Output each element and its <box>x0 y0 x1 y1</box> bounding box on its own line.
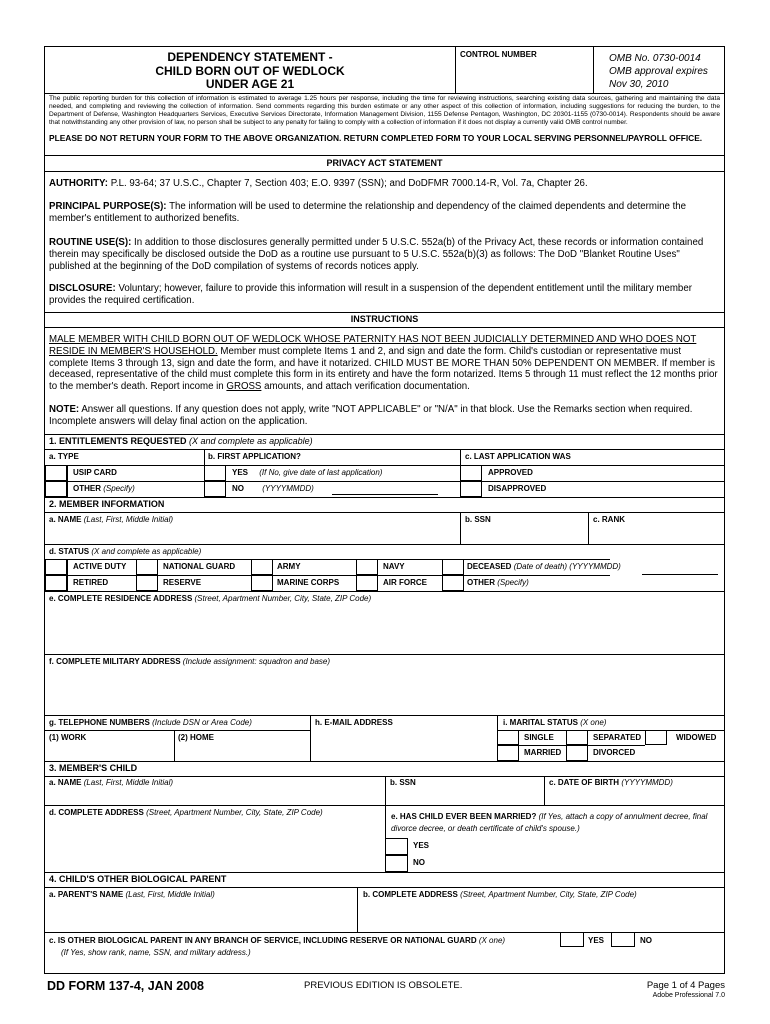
parent-service-note: (X one) <box>478 936 506 945</box>
marital-status-note: (X one) <box>580 718 607 727</box>
form-id: DD FORM 137-4, JAN 2008 <box>47 979 205 993</box>
privacy-top-rule <box>45 155 724 156</box>
active-duty-label: ACTIVE DUTY <box>73 562 127 571</box>
last-app-rule-1 <box>460 465 724 466</box>
phone-divider <box>174 730 175 761</box>
child-ssn-field[interactable] <box>387 790 543 803</box>
military-address-label-text: f. COMPLETE MILITARY ADDRESS <box>49 657 181 666</box>
title-line-2: CHILD BORN OUT OF WEDLOCK <box>155 63 345 78</box>
omb-info <box>609 52 708 91</box>
title-line-1: DEPENDENCY STATEMENT - <box>167 50 333 64</box>
parent-name-label <box>49 890 215 900</box>
email-label: h. E-MAIL ADDRESS <box>315 718 393 727</box>
child-address-note: (Street, Apartment Number, City, State, ZIP Code) <box>146 808 323 817</box>
routine-label: ROUTINE USE(S): <box>49 237 132 248</box>
last-app-date-format: (YYYYMMDD) <box>262 484 314 493</box>
routine-uses <box>49 237 720 272</box>
disapproved-checkbox[interactable] <box>460 481 482 497</box>
military-address-top-rule <box>45 654 724 655</box>
instructions-note <box>49 404 720 428</box>
member-name-field[interactable] <box>47 527 459 542</box>
omb-approval: OMB approval expires <box>609 66 708 77</box>
email-divider <box>310 715 311 761</box>
omb-number: OMB No. 0730-0014 <box>609 53 701 64</box>
type-other-text: OTHER <box>73 484 101 493</box>
army-label: ARMY <box>277 562 301 571</box>
child-name-label <box>49 778 173 788</box>
parent-service-yes-label: YES <box>588 936 605 945</box>
child-address-label-text: d. COMPLETE ADDRESS <box>49 808 144 817</box>
principal-purpose <box>49 201 720 225</box>
member-rank-field[interactable] <box>589 527 722 542</box>
parent-name-label-text: a. PARENT'S NAME <box>49 890 124 899</box>
purpose-label: PRINCIPAL PURPOSE(S): <box>49 201 167 212</box>
parent-name-note: (Last, First, Middle Initial) <box>125 890 215 899</box>
first-app-rule-2 <box>204 481 460 482</box>
child-dob-divider <box>544 776 545 805</box>
type-other-checkbox[interactable] <box>45 481 67 497</box>
disclosure-label: DISCLOSURE: <box>49 283 116 294</box>
section1-heading <box>49 436 313 447</box>
status-note: (X and complete as applicable) <box>91 547 202 556</box>
military-address-label <box>49 657 330 667</box>
status-label-text: d. STATUS <box>49 547 90 556</box>
title-line-3: UNDER AGE 21 <box>205 77 295 91</box>
first-app-no-text: NO <box>232 484 244 493</box>
retired-label: RETIRED <box>73 578 109 587</box>
dependency-statement-form <box>44 46 725 974</box>
married-label: MARRIED <box>524 748 562 757</box>
child-married-note: (If Yes, attach a copy of annulment decree, final divorce decree, or death certificate of child's spouse.) <box>391 812 708 833</box>
child-dob-label-text: c. DATE OF BIRTH <box>549 778 620 787</box>
email-field[interactable] <box>312 730 496 759</box>
parent-service-label-text: c. IS OTHER BIOLOGICAL PARENT IN ANY BRANCH OF SERVICE, INCLUDING RESERVE OR NATIONAL GUARD <box>49 936 477 945</box>
section4-heading: 4. CHILD'S OTHER BIOLOGICAL PARENT <box>49 874 227 884</box>
military-address-note: (Include assignment: squadron and base) <box>182 657 330 666</box>
parent-service-no-checkbox[interactable] <box>611 932 635 947</box>
first-app-yes-label <box>232 468 382 478</box>
child-married-label <box>391 811 716 835</box>
child-ssn-divider <box>385 776 386 805</box>
privacy-heading-rule <box>45 171 724 172</box>
section2-heading: 2. MEMBER INFORMATION <box>49 499 165 509</box>
instructions-top-rule <box>45 312 724 313</box>
widowed-checkbox[interactable] <box>645 730 667 745</box>
parent-service-label <box>49 936 505 946</box>
status-other-label <box>467 578 529 588</box>
approved-label: APPROVED <box>488 468 533 477</box>
date-of-death-field[interactable] <box>642 562 718 575</box>
return-notice: PLEASE DO NOT RETURN YOUR FORM TO THE ABOVE ORGANIZATION. RETURN COMPLETED FORM TO YOUR LOCAL SERVING PERSONNEL/PAYROLL OFFICE. <box>49 133 703 143</box>
child-married-no-checkbox[interactable] <box>385 855 408 872</box>
last-application-label: c. LAST APPLICATION WAS <box>465 452 571 461</box>
header-bottom-rule <box>45 93 724 94</box>
member-rank-label: c. RANK <box>593 515 626 524</box>
telephone-sub-rule <box>45 730 310 731</box>
telephone-note: (Include DSN or Area Code) <box>152 718 252 727</box>
status-other-note: (Specify) <box>497 578 529 587</box>
member-name-label-text: a. NAME <box>49 515 82 524</box>
married-checkbox[interactable] <box>497 745 519 761</box>
child-address-field[interactable] <box>47 820 383 870</box>
type-box-divider <box>67 465 68 497</box>
divorced-label: DIVORCED <box>593 748 636 757</box>
child-married-yes-checkbox[interactable] <box>385 838 408 855</box>
single-label: SINGLE <box>524 733 554 742</box>
type-row-rule-1 <box>45 465 204 466</box>
air-force-label: AIR FORCE <box>383 578 427 587</box>
child-dob-label <box>549 778 673 788</box>
instructions-body-2: amounts, and attach verification documentation. <box>264 381 470 393</box>
child-dob-note: (YYYYMMDD) <box>621 778 673 787</box>
air-force-checkbox[interactable] <box>356 575 378 591</box>
purpose-text: The information will be used to determine the relationship and dependency of the claimed dependents and determine the member's entitlement to authorized benefits. <box>49 201 687 224</box>
section1-heading-text: 1. ENTITLEMENTS REQUESTED <box>49 436 187 446</box>
child-married-no-label: NO <box>413 858 425 867</box>
privacy-heading: PRIVACY ACT STATEMENT <box>326 158 443 168</box>
status-row-rule-2 <box>45 575 610 576</box>
marital-status-label <box>503 718 606 728</box>
first-app-no-checkbox[interactable] <box>204 481 226 497</box>
divorced-checkbox[interactable] <box>566 745 588 761</box>
type-other-note: (Specify) <box>103 484 135 493</box>
residence-top-rule <box>45 591 724 592</box>
status-other-field[interactable] <box>537 578 717 590</box>
status-other-text: OTHER <box>467 578 495 587</box>
work-phone-label: (1) WORK <box>49 733 87 742</box>
navy-checkbox[interactable] <box>356 559 378 575</box>
child-name-note: (Last, First, Middle Initial) <box>83 778 174 787</box>
burden-text: The public reporting burden for this collection of information is estimated to average 1.25 hours per response, including the time for reviewing instructions, searching existing data sources, gathering and maintaining the data needed, and completing and reviewing the collection of information. Send comments regarding this burden estimate or any other aspect of this collection of information, including suggestions for reducing the burden, to the Department of Defense, Washington Headquarters Services, Executive Services Directorate, Information Management Division, 1155 Defense Pentagon, Washington, DC 20301-1155 (0730-0014). Respondents should be aware that notwithstanding any other provision of law, no person shall be subject to any penalty for failing to comply with a collection of information if it does not display a currently valid OMB control number. <box>49 95 720 126</box>
section1-heading-note: (X and complete as applicable) <box>189 436 313 446</box>
instructions-body-1: Member must complete Items 1 and 2, and sign and date the form. Child's custodian or representative must complete Items 3 through 13, sign and date the form, and have it notarized. CHILD MUST BE MORE THAN 50% DEPENDENT ON MEMBER. If member is deceased, representative of the child must complete this form in its entirety and have the form notarized. Items 5 through 11 must reflect the 12 months prior to the member's death. Report income in <box>49 345 718 393</box>
control-number-field[interactable] <box>456 61 593 92</box>
member-ssn-label: b. SSN <box>465 515 491 524</box>
section1-heading-rule <box>45 449 724 450</box>
member-name-label <box>49 515 173 525</box>
section2-heading-rule <box>45 512 724 513</box>
child-name-field[interactable] <box>47 790 383 803</box>
previous-edition-notice: PREVIOUS EDITION IS OBSOLETE. <box>304 980 463 991</box>
section1-top-rule <box>45 434 724 435</box>
disclosure-text: Voluntary; however, failure to provide this information will result in a suspension of the dependent entitlement until the military member provides the required certification. <box>49 283 692 306</box>
instructions-text <box>49 334 720 393</box>
control-number-label: CONTROL NUMBER <box>460 50 537 59</box>
instructions-heading: INSTRUCTIONS <box>350 314 419 324</box>
instructions-heading-rule <box>45 327 724 328</box>
routine-text: In addition to those disclosures generally permitted under 5 U.S.C. 552a(b) of the Privacy Act, these records or information contained therein may specifically be disclosed outside the DoD as a routine use pursuant to 5 U.S.C. 552a(b)(3) as follows: The DoD "Blanket Routine Uses" published at the beginning of the DoD compilation of systems of records notices apply. <box>49 237 704 272</box>
usip-card-label: USIP CARD <box>73 468 117 477</box>
marital-rule-1 <box>497 730 724 731</box>
status-other-checkbox[interactable] <box>442 575 464 591</box>
page-number: Page 1 of 4 Pages <box>646 980 725 991</box>
authority <box>49 178 720 190</box>
child-dob-field[interactable] <box>546 790 722 803</box>
section4-top-rule <box>45 872 724 873</box>
residence-address-label <box>49 594 371 604</box>
approved-checkbox[interactable] <box>460 465 482 481</box>
note-label: NOTE: <box>49 404 80 415</box>
marital-status-label-text: i. MARITAL STATUS <box>503 718 578 727</box>
residence-address-note: (Street, Apartment Number, City, State, ZIP Code) <box>194 594 372 603</box>
section3-top-rule <box>45 761 724 762</box>
parent-address-note: (Street, Apartment Number, City, State, ZIP Code) <box>460 890 637 899</box>
first-app-yes-checkbox[interactable] <box>204 465 226 481</box>
marine-corps-checkbox[interactable] <box>251 575 273 591</box>
child-ssn-label: b. SSN <box>390 778 416 787</box>
widowed-label: WIDOWED <box>676 733 717 742</box>
section2-top-rule <box>45 497 724 498</box>
reserve-label: RESERVE <box>163 578 202 587</box>
navy-label: NAVY <box>383 562 405 571</box>
parent-address-divider <box>357 887 358 932</box>
child-married-label-text: e. HAS CHILD EVER BEEN MARRIED? <box>391 812 537 821</box>
disapproved-label: DISAPPROVED <box>488 484 547 493</box>
deceased-label <box>467 562 621 572</box>
status-col-1 <box>67 559 68 591</box>
first-app-no-label <box>232 484 314 494</box>
authority-label: AUTHORITY: <box>49 178 109 189</box>
deceased-note: (Date of death) (YYYYMMDD) <box>513 562 621 571</box>
deceased-checkbox[interactable] <box>442 559 464 575</box>
first-app-yes-text: YES <box>232 468 249 477</box>
marine-corps-label: MARINE CORPS <box>277 578 340 587</box>
parent-service-yes-checkbox[interactable] <box>560 932 584 947</box>
home-phone-label: (2) HOME <box>178 733 214 742</box>
parent-address-label-text: b. COMPLETE ADDRESS <box>363 890 458 899</box>
residence-address-label-text: e. COMPLETE RESIDENCE ADDRESS <box>49 594 193 603</box>
omb-expiry: Nov 30, 2010 <box>609 79 669 90</box>
authority-text: P.L. 93-64; 37 U.S.C., Chapter 7, Section 403; E.O. 9397 (SSN); and DoDFMR 7000.14-R, Vol. 7a, Chapter 26. <box>110 178 588 189</box>
note-text: Answer all questions. If any question does not apply, write "NOT APPLICABLE" or "N/A" in that block. Use the Remarks section when required. Incomplete answers will delay final action on the application. <box>49 404 693 427</box>
telephone-top-rule <box>45 715 724 716</box>
military-address-field[interactable] <box>47 669 722 713</box>
type-other-label <box>73 484 135 494</box>
single-checkbox[interactable] <box>497 730 519 745</box>
first-application-label: b. FIRST APPLICATION? <box>208 452 301 461</box>
national-guard-label: NATIONAL GUARD <box>163 562 236 571</box>
retired-checkbox[interactable] <box>45 575 67 591</box>
reserve-checkbox[interactable] <box>136 575 158 591</box>
disclosure <box>49 283 720 307</box>
parent-address-field[interactable] <box>359 902 722 930</box>
type-label: a. TYPE <box>49 452 79 461</box>
instructions-underlined: MALE MEMBER WITH CHILD BORN OUT OF WEDLOCK WHOSE PATERNITY HAS NOT BEEN JUDICIALLY DETERMINED AND WHO DOES NOT RESIDE IN MEMBER'S HOUSEHOLD. <box>49 334 697 357</box>
section4-heading-rule <box>45 887 724 888</box>
home-phone-field[interactable] <box>176 744 309 758</box>
separated-checkbox[interactable] <box>566 730 588 745</box>
residence-address-field[interactable] <box>47 606 722 652</box>
separated-label: SEPARATED <box>593 733 642 742</box>
child-address-label <box>49 808 323 818</box>
status-top-rule <box>45 544 724 545</box>
last-app-rule-2 <box>460 481 724 482</box>
army-checkbox[interactable] <box>251 559 273 575</box>
form-title <box>45 51 455 92</box>
child-married-yes-label: YES <box>413 841 430 850</box>
work-phone-field[interactable] <box>47 744 173 758</box>
telephone-label-text: g. TELEPHONE NUMBERS <box>49 718 150 727</box>
header-divider-2 <box>593 47 594 93</box>
parent-service-no-label: NO <box>640 936 652 945</box>
member-ssn-field[interactable] <box>461 527 587 542</box>
parent-name-field[interactable] <box>47 902 355 930</box>
status-row-rule-1 <box>45 559 610 560</box>
type-row-rule-2 <box>45 481 204 482</box>
parent-address-label <box>363 890 637 900</box>
software-version: Adobe Professional 7.0 <box>652 992 725 999</box>
first-app-rule-1 <box>204 465 460 466</box>
section3-heading: 3. MEMBER'S CHILD <box>49 763 138 773</box>
member-name-note: (Last, First, Middle Initial) <box>83 515 174 524</box>
active-duty-checkbox[interactable] <box>45 559 67 575</box>
status-label <box>49 547 201 557</box>
usip-card-checkbox[interactable] <box>45 465 67 481</box>
burden-statement <box>49 95 720 127</box>
parent-service-details-field[interactable] <box>47 959 722 971</box>
instructions-gross: GROSS <box>226 381 262 393</box>
last-application-date-field[interactable] <box>332 484 438 495</box>
child-name-label-text: a. NAME <box>49 778 82 787</box>
deceased-text: DECEASED <box>467 562 512 571</box>
national-guard-checkbox[interactable] <box>136 559 158 575</box>
telephone-label <box>49 718 252 728</box>
first-app-yes-note: (If No, give date of last application) <box>259 468 383 477</box>
parent-service-subnote: (If Yes, show rank, name, SSN, and military address.) <box>61 948 251 957</box>
